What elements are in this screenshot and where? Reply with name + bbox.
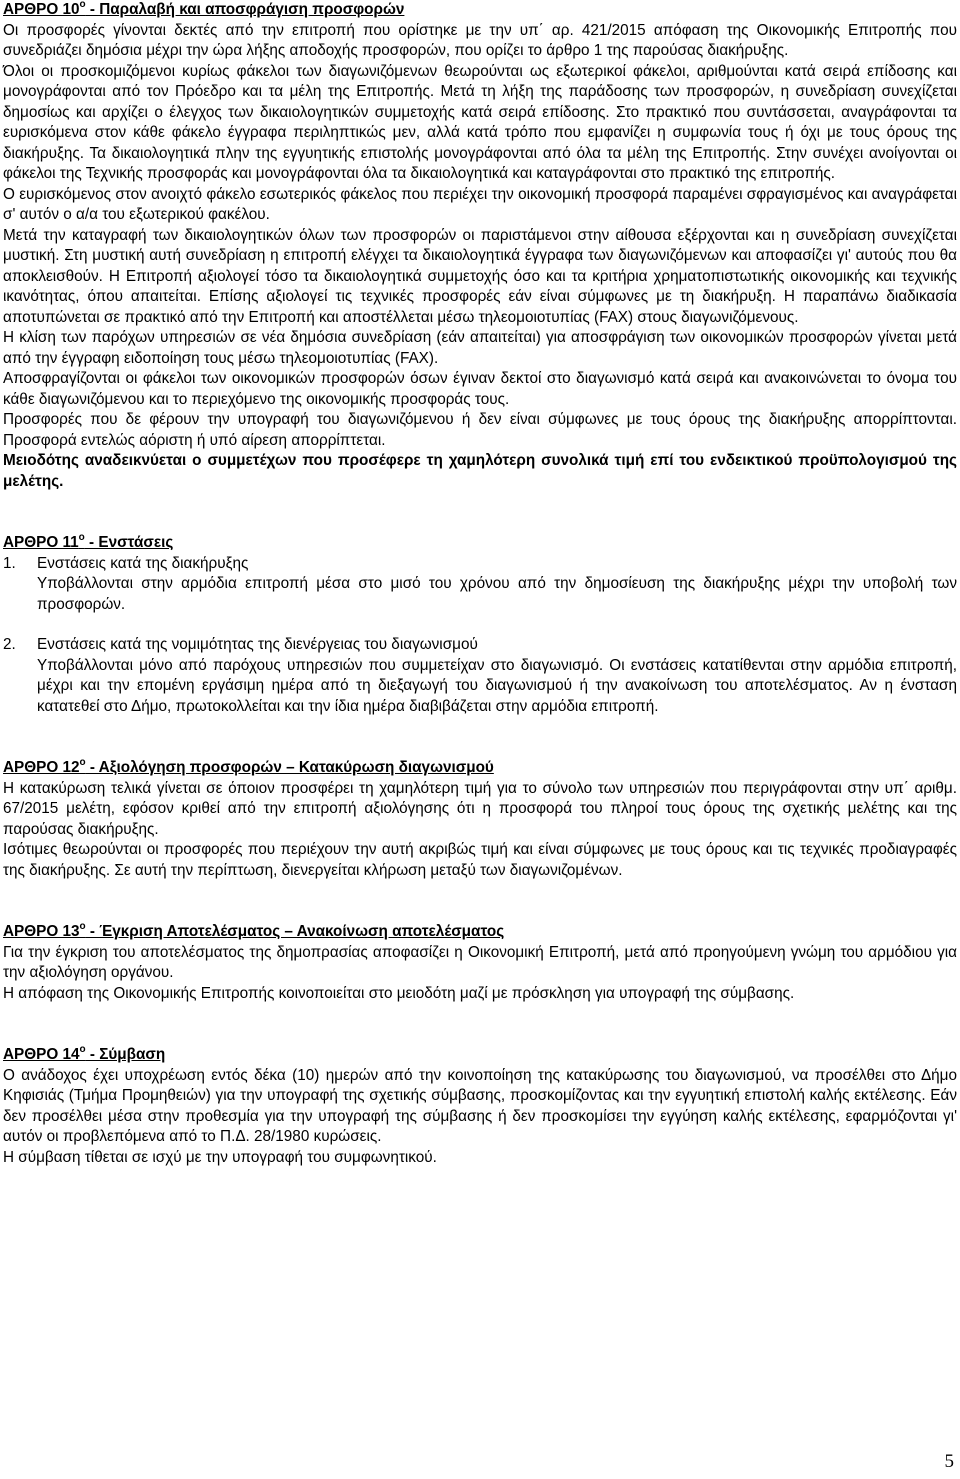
article-10-paragraph-4: Μετά την καταγραφή των δικαιολογητικών όλων των προσφορών οι παριστάμενοι στην αίθουσα εξέρχονται και η συνεδρίαση συνεχίζεται μυστική. Στη μυστική αυτή συνεδρίαση η επιτροπή ελέγχει τα δικαιολογητικά έγγραφα των διαγωνιζόμενων και αποφασίζει γι' αυτούς που θα αποκλεισθούν. Η Επιτροπή αξιολογεί τόσο τα δικαιολογητικά συμμετοχής όσο και τα κριτήρια χρηματοπιστωτικής οικονομικής και τεχνικής ικανότητας, όπου απαιτείται. Επίσης αξιολογεί τις τεχνικές προσφορές εάν είναι σύμφωνες με τη διακήρυξη. Η παραπάνω διαδικασία αποτυπώνεται σε πρακτικό από την Επιτροπή και αποστέλλεται μέσω τηλεομοιοτυπίας (FAX) στους διαγωνιζόμενους. bbox=[3, 226, 957, 326]
section-gap bbox=[3, 717, 957, 758]
article-13-paragraph-2: Η απόφαση της Οικονομικής Επιτροπής κοινοποιείται στο μειοδότη μαζί με πρόσκληση για υπογραφή της σύμβασης. bbox=[3, 984, 795, 1002]
article-12-paragraph-1: Η κατακύρωση τελικά γίνεται σε όποιον προσφέρει τη χαμηλότερη τιμή για το σύνολο των υπηρεσιών που περιγράφονται στην υπ΄ αριθμ. 67/2015 μελέτη, εφόσον κριθεί από την επιτροπή αξιολόγησης ότι η προσφορά του πληροί τους όρους της σχετικής μελέτης και της παρούσας διακήρυξης. bbox=[3, 779, 957, 838]
article-10-heading: ΑΡΘΡΟ $10^o$ - Παραλαβή και αποσφράγιση προσφορών bbox=[3, 0, 405, 18]
article-10-paragraph-6: Αποσφραγίζονται οι φάκελοι των οικονομικών προσφορών όσων έγιναν δεκτοί στο διαγωνισμό κατά σειρά και ανακοινώνεται το όνομα του κάθε διαγωνιζόμενου και το περιεχόμενο της οικονομικής προσφοράς τους. bbox=[3, 370, 957, 408]
article-14-paragraph-2: Η σύμβαση τίθεται σε ισχύ με την υπογραφή του συμφωνητικού. bbox=[3, 1148, 437, 1166]
document-page bbox=[3, 0, 957, 1168]
article-13-heading: ΑΡΘΡΟ $13^o$ - Έγκριση Αποτελέσματος – Ανακοίνωση αποτελέσματος bbox=[3, 920, 505, 940]
article-10-paragraph-3: Ο ευρισκόμενος στον ανοιχτό φάκελο εσωτερικός φάκελος που περιέχει την οικονομική προσφορά παραμένει σφραγισμένος και αναγράφεται σ' αυτόν ο α/α του εξωτερικού φακέλου. bbox=[3, 185, 957, 223]
article-12-heading: ΑΡΘΡΟ $12^o$ - Αξιολόγηση προσφορών – Κατακύρωση διαγωνισμού bbox=[3, 756, 494, 776]
article-10-paragraph-1: Οι προσφορές γίνονται δεκτές από την επιτροπή που ορίστηκε με την υπ΄ αρ. 421/2015 απόφαση της Οικονομικής Επιτροπής που συνεδριάζει δημόσια μέχρι την ώρα λήξης αποδοχής προσφορών, που ορίζει το άρθρο 1 της παρούσας διακήρυξης. bbox=[3, 21, 957, 59]
article-10-paragraph-2: Όλοι οι προσκομιζόμενοι κυρίως φάκελοι των διαγωνιζόμενων θεωρούνται ως εξωτερικοί φάκελοι, αριθμούνται κατά σειρά επίδοσης και μονογράφονται από τον Πρόεδρο και τα μέλη της Επιτροπής. Μετά τη λήξη της παράδοσης των προσφορών, η συνεδρίαση συνεχίζεται δημοσίως και αρχίζει ο έλεγχος των δικαιολογητικών συμμετοχής κατά σειρά επίδοσης. Στο πρακτικό που συντάσσεται, αναγράφονται τα ευρισκόμενα στον κάθε φάκελο έγγραφα περιληπτικώς μεν, αλλά κατά τρόπο που εμφανίζει η συμφωνία τους ή όχι με τους όρους της διακήρυξης. Τα δικαιολογητικά πλην της εγγυητικής επιστολής μονογράφονται από όλα τα μέλη της Επιτροπής. Στην συνέχει ανοίγονται οι φάκελοι της Τεχνικής προσφοράς και μονογράφονται όλα τα δικαιολογητικά και καταγράφονται στο πρακτικό της επιτροπής. bbox=[3, 62, 957, 182]
article-10-paragraph-8: Μειοδότης αναδεικνύεται ο συμμετέχων που προσέφερε τη χαμηλότερη συνολικά τιμή επί του ενδεικτικού προϋπολογισμού της μελέτης. bbox=[3, 452, 957, 490]
article-13-paragraph-1: Για την έγκριση του αποτελέσματος της δημοπρασίας αποφασίζει η Οικονομική Επιτροπή, μετά από προηγούμενη γνώμη του αρμόδιου για την αξιολόγηση οργάνου. bbox=[3, 943, 957, 981]
article-14-paragraph-1: Ο ανάδοχος έχει υποχρέωση εντός δέκα (10) ημερών από την κοινοποίηση της κατακύρωσης του διαγωνισμού, να προσέλθει στο Δήμο Κηφισιάς (Τμήμα Προμηθειών) για την υπογραφή της σχετικής σύμβασης, προσκομίζοντας και την εγγυητική επιστολή καλής εκτέλεσης. Εάν δεν προσέλθει μέσα στην προθεσμία για την υπογραφή της σύμβασης ή δεν προσκομίσει την εγγύηση καλής εκτέλεσης, εφαρμόζονται γι' αυτόν οι προβλεπόμενα από το Π.Δ. 28/1980 κυρώσεις. bbox=[3, 1066, 957, 1145]
article-11-item-2-text: Υποβάλλονται μόνο από παρόχους υπηρεσιών που συμμετείχαν στο διαγωνισμό. Οι ενστάσεις κατατίθενται στην αρμόδια επιτροπή, μέχρι και την επομένη εργάσιμη ημέρα από τη διεξαγωγή του διαγωνισμού ή την ανακοίνωση του αποτελέσματος. Αν η ένσταση κατατεθεί στο Δήμο, πρωτοκολλείται και την ίδια ημέρα διαβιβάζεται στην αρμόδια επιτροπή. bbox=[37, 656, 957, 715]
article-11-item-1-title: 1. Ενστάσεις κατά της διακήρυξης bbox=[3, 554, 249, 572]
section-gap bbox=[3, 1004, 957, 1045]
article-10-paragraph-7: Προσφορές που δε φέρουν την υπογραφή του διαγωνιζόμενου ή δεν είναι σύμφωνες με τους όρους της διακήρυξης απορρίπτονται. Προσφορά εντελώς αόριστη ή υπό αίρεση απορρίπτεται. bbox=[3, 411, 957, 449]
article-11-item-1-text: Υποβάλλονται στην αρμόδια επιτροπή μέσα στο μισό του χρόνου από την δημοσίευση της διακήρυξης μέχρι την υποβολή των προσφορών. bbox=[37, 575, 957, 613]
section-gap bbox=[3, 492, 957, 533]
page-number: 5 bbox=[944, 1451, 954, 1472]
article-12-paragraph-2: Ισότιμες θεωρούνται οι προσφορές που περιέχουν την αυτή ακριβώς τιμή και είναι σύμφωνες με τους όρους και τις τεχνικές προδιαγραφές της διακήρυξης. Σε αυτή την περίπτωση, διενεργείται κλήρωση μεταξύ των διαγωνιζομένων. bbox=[3, 841, 957, 879]
section-gap bbox=[3, 881, 957, 922]
article-10-paragraph-5: Η κλίση των παρόχων υπηρεσιών σε νέα δημόσια συνεδρίαση (εάν απαιτείται) για αποσφράγιση των οικονομικών προσφορών γίνεται μετά από την έγγραφη ειδοποίηση τους μέσω τηλεομοιοτυπίας (FAX). bbox=[3, 329, 957, 367]
article-14-heading: ΑΡΘΡΟ $14^o$ - Σύμβαση bbox=[3, 1043, 166, 1063]
item-gap bbox=[3, 615, 957, 635]
article-11-item-2-title: 2. Ενστάσεις κατά της νομιμότητας της διενέργειας του διαγωνισμού bbox=[3, 636, 478, 653]
article-11-heading: ΑΡΘΡΟ $11^o$ - Ενστάσεις bbox=[3, 531, 174, 551]
